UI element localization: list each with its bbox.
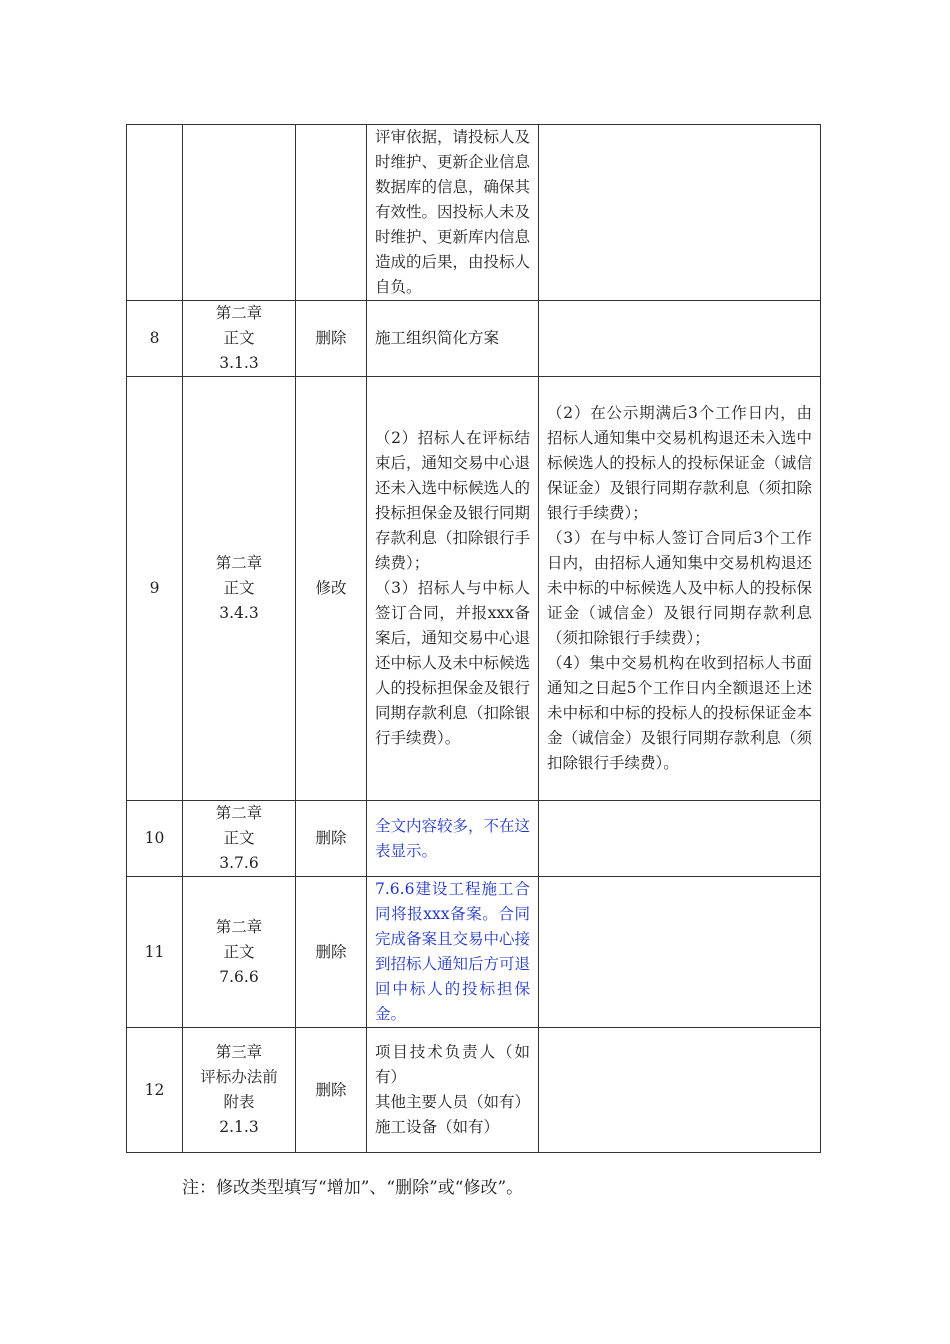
modified-text [539,125,821,301]
table-row [127,301,821,377]
row-number: 11 [127,877,183,1028]
original-text [367,877,539,1028]
modified-text [539,377,821,801]
modified-text [539,1028,821,1153]
original-text [367,125,539,301]
original-paragraph: （2）招标人在评标结束后，通知交易中心退还未入选中标候选人的投标担保金及银行同期存款利息（扣除银行手续费）； [375,429,531,572]
chapter-line: 正文 [223,942,255,961]
chapter-cell [183,877,296,1028]
table-row [127,125,821,301]
change-type: 删除 [296,801,367,877]
chapter-line: 第三章 [215,1043,263,1061]
footnote: 注：修改类型填写“增加”、“删除”或“修改”。 [182,1178,524,1198]
chapter-line: 7.6.6 [219,967,259,986]
change-type [296,125,367,301]
chapter-line: 第二章 [215,804,263,822]
original-text [367,801,539,877]
original-paragraph: 施工组织简化方案 [375,329,500,347]
original-paragraph: （3）招标人与中标人签订合同，并报xxx备案后，通知交易中心退还中标人及未中标候选人的投标担保金及银行同期存款利息（扣除银行手续费）。 [375,579,531,747]
chapter-line: 3.1.3 [219,354,259,372]
chapter-line: 第二章 [215,554,263,572]
chapter-line: 2.1.3 [219,1118,259,1136]
modified-paragraph: （4）集中交易机构在收到招标人书面通知之日起5个工作日内全额退还上述未中标和中标的投标人的投标保证金本金（诚信金）及银行同期存款利息（须扣除银行手续费）。 [547,654,812,772]
modified-paragraph: （3）在与中标人签订合同后3个工作日内，由招标人通知集中交易机构退还未中标的中标候选人及中标人的投标保证金（诚信金）及银行同期存款利息（须扣除银行手续费）； [547,529,812,647]
revision-table [126,124,821,1153]
original-paragraph: 评审依据，请投标人及时维护、更新企业信息数据库的信息，确保其有效性。因投标人未及时维护、更新库内信息造成的后果，由投标人自负。 [375,128,531,296]
chapter-cell [183,1028,296,1153]
row-number [127,125,183,301]
row-number: 8 [127,301,183,377]
original-paragraph: 7.6.6建设工程施工合同将报xxx备案。合同完成备案且交易中心接到招标人通知后方可退回中标人的投标担保金。 [375,880,531,1023]
modified-text [539,301,821,377]
chapter-line: 第二章 [215,917,263,936]
change-type: 删除 [296,1028,367,1153]
table-row [127,1028,821,1153]
chapter-line: 正文 [223,829,255,847]
modified-paragraph: （2）在公示期满后3个工作日内，由招标人通知集中交易机构退还未入选中标候选人的投标人的投标保证金（诚信保证金）及银行同期存款利息（须扣除银行手续费）； [547,404,812,522]
row-number: 10 [127,801,183,877]
chapter-cell [183,125,296,301]
chapter-line: 第二章 [215,304,263,322]
table-row [127,877,821,1028]
original-paragraph: 全文内容较多，不在这表显示。 [375,816,531,860]
table-row [127,377,821,801]
chapter-line: 3.7.6 [219,854,259,872]
chapter-cell [183,801,296,877]
modified-text [539,877,821,1028]
chapter-cell [183,377,296,801]
change-type: 删除 [296,301,367,377]
chapter-line: 3.4.3 [219,604,259,622]
chapter-line: 正文 [223,329,255,347]
row-number: 9 [127,377,183,801]
chapter-cell [183,301,296,377]
original-text [367,1028,539,1153]
table-row [127,801,821,877]
original-text [367,301,539,377]
change-type: 删除 [296,877,367,1028]
original-text [367,377,539,801]
original-paragraph: 其他主要人员（如有） [375,1093,531,1111]
row-number: 12 [127,1028,183,1153]
original-paragraph: 施工设备（如有） [375,1118,500,1136]
change-type: 修改 [296,377,367,801]
chapter-line: 附表 [223,1093,255,1111]
chapter-line: 评标办法前 [200,1068,278,1086]
original-paragraph: 项目技术负责人（如有） [375,1043,530,1086]
modified-text [539,801,821,877]
chapter-line: 正文 [223,579,255,597]
